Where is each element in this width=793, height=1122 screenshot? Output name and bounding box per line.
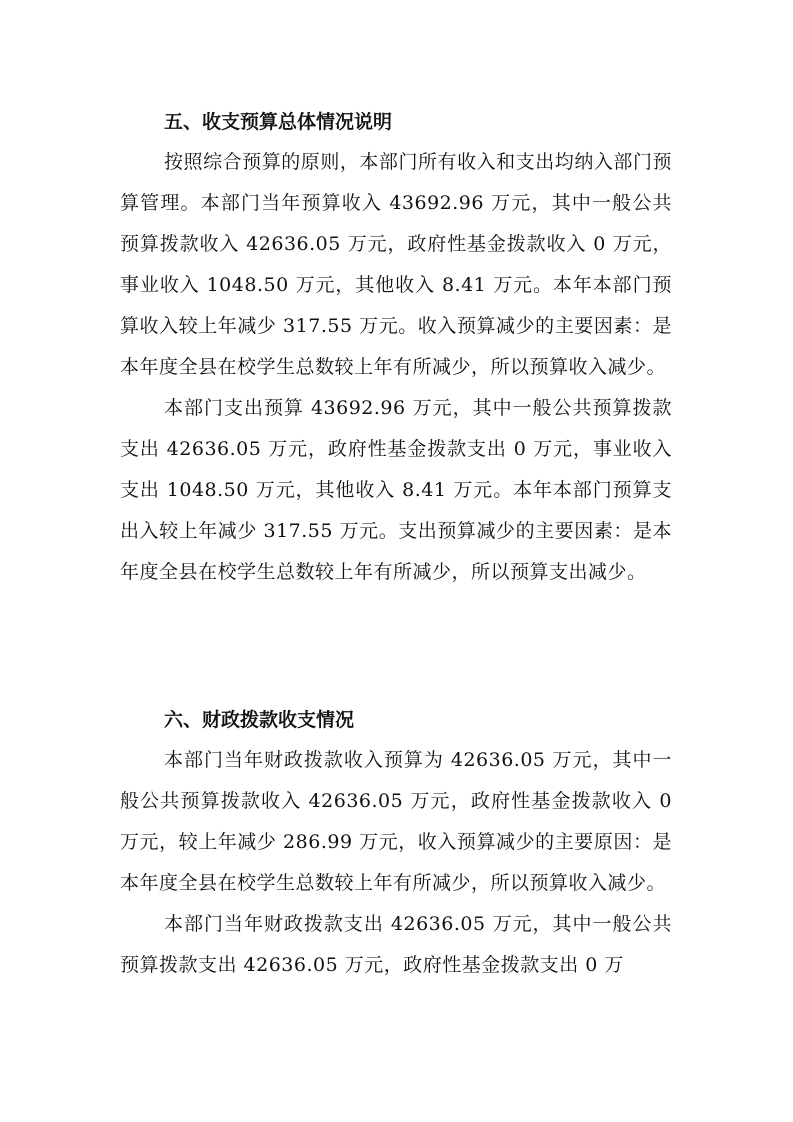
paragraph: 本部门当年财政拨款支出 42636.05 万元，其中一般公共预算拨款支出 42636.05 万元，政府性基金拨款支出 0 万 [120,913,672,976]
section-heading: 五、收支预算总体情况说明 [164,111,393,133]
section-budget-overview [120,102,672,593]
section-heading: 六、财政拨款收支情况 [164,709,355,731]
paragraph: 本部门当年财政拨款收入预算为 42636.05 万元，其中一般公共预算拨款收入 42636.05 万元，政府性基金拨款收入 0 万元，较上年减少 286.99 万元，收入预算减少的主要原因：是本年度全县在校学生总数较上年有所减少，所以预算收入减少。 [120,749,672,894]
paragraph: 按照综合预算的原则，本部门所有收入和支出均纳入部门预算管理。本部门当年预算收入 43692.96 万元，其中一般公共预算拨款收入 42636.05 万元，政府性基金拨款收入 0 万元，事业收入 1048.50 万元，其他收入 8.41 万元。本年本部门预算收入较上年减少 317.55 万元。收入预算减少的主要因素：是本年度全县在校学生总数较上年有所减少，所以预算收入减少。 [120,151,672,378]
paragraph: 本部门支出预算 43692.96 万元，其中一般公共预算拨款支出 42636.05 万元，政府性基金拨款支出 0 万元，事业收入支出 1048.50 万元，其他收入 8.41 万元。本年本部门预算支出入较上年减少 317.55 万元。支出预算减少的主要因素：是本年度全县在校学生总数较上年有所减少，所以预算支出减少。 [120,397,672,583]
section-fiscal-appropriation [120,700,672,986]
